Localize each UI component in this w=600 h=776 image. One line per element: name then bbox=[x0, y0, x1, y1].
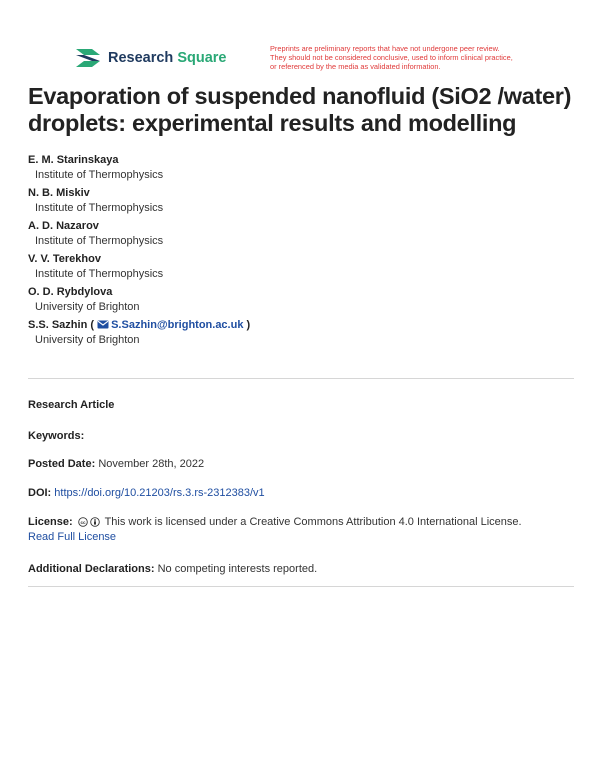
posted-date-row bbox=[28, 457, 578, 472]
research-square-logo[interactable] bbox=[74, 47, 227, 69]
cc-icon bbox=[78, 517, 88, 527]
corresponding-author-entry bbox=[28, 318, 578, 348]
declarations-value: No competing interests reported. bbox=[157, 563, 318, 575]
author-affiliation: University of Brighton bbox=[35, 301, 140, 313]
email-paren-close: ) bbox=[246, 319, 251, 331]
author-email-link[interactable] bbox=[97, 319, 243, 331]
author-name: A. D. Nazarov bbox=[28, 220, 99, 232]
by-icon bbox=[90, 517, 100, 527]
disclaimer-line: or referenced by the media as validated information. bbox=[270, 62, 441, 71]
preprint-disclaimer bbox=[270, 44, 570, 71]
author-entry bbox=[28, 252, 578, 282]
declarations-label: Additional Declarations: bbox=[28, 563, 155, 575]
author-name: V. V. Terekhov bbox=[28, 253, 101, 265]
author-entry bbox=[28, 285, 578, 315]
paper-title: Evaporation of suspended nanofluid (SiO2 /water) droplets: experimental results and modelling bbox=[28, 83, 572, 136]
author-affiliation: Institute of Thermophysics bbox=[35, 268, 164, 280]
declarations-row bbox=[28, 562, 578, 577]
disclaimer-line: They should not be considered conclusive, used to inform clinical practice, bbox=[270, 53, 513, 62]
author-email: S.Sazhin@brighton.ac.uk bbox=[111, 319, 244, 331]
author-affiliation: University of Brighton bbox=[35, 334, 140, 346]
corresponding-author-name: S.S. Sazhin bbox=[28, 319, 88, 331]
keywords-label: Keywords: bbox=[28, 430, 85, 442]
posted-date-value: November 28th, 2022 bbox=[98, 458, 205, 470]
author-entry bbox=[28, 153, 578, 183]
author-entry bbox=[28, 186, 578, 216]
research-square-logo-icon bbox=[74, 47, 102, 69]
author-affiliation: Institute of Thermophysics bbox=[35, 202, 164, 214]
doi-row bbox=[28, 486, 578, 501]
posted-date-label: Posted Date: bbox=[28, 458, 96, 470]
brand-wordmark: Research Square bbox=[108, 50, 227, 66]
keywords-row bbox=[28, 429, 578, 444]
license-label: License: bbox=[28, 516, 73, 528]
author-name: O. D. Rybdylova bbox=[28, 286, 113, 298]
author-name: N. B. Miskiv bbox=[28, 187, 90, 199]
section-divider bbox=[28, 378, 574, 379]
author-name bbox=[28, 318, 578, 333]
author-affiliation: Institute of Thermophysics bbox=[35, 169, 164, 181]
license-text: This work is licensed under a Creative Commons Attribution 4.0 International License. bbox=[104, 516, 522, 528]
mail-icon bbox=[97, 320, 109, 329]
disclaimer-line: Preprints are preliminary reports that have not undergone peer review. bbox=[270, 44, 500, 53]
article-type: Research Article bbox=[28, 399, 115, 411]
svg-text:cc: cc bbox=[80, 519, 86, 525]
author-list bbox=[28, 153, 578, 351]
section-divider bbox=[28, 586, 574, 587]
author-name: E. M. Starinskaya bbox=[28, 154, 119, 166]
read-full-license-link[interactable]: Read Full License bbox=[28, 531, 117, 543]
doi-label: DOI: bbox=[28, 487, 52, 499]
author-affiliation: Institute of Thermophysics bbox=[35, 235, 164, 247]
license-icons bbox=[78, 517, 100, 527]
author-entry bbox=[28, 219, 578, 249]
email-paren-open: ( bbox=[90, 319, 95, 331]
doi-link[interactable]: https://doi.org/10.21203/rs.3.rs-2312383/v1 bbox=[54, 487, 265, 499]
license-row bbox=[28, 515, 578, 545]
